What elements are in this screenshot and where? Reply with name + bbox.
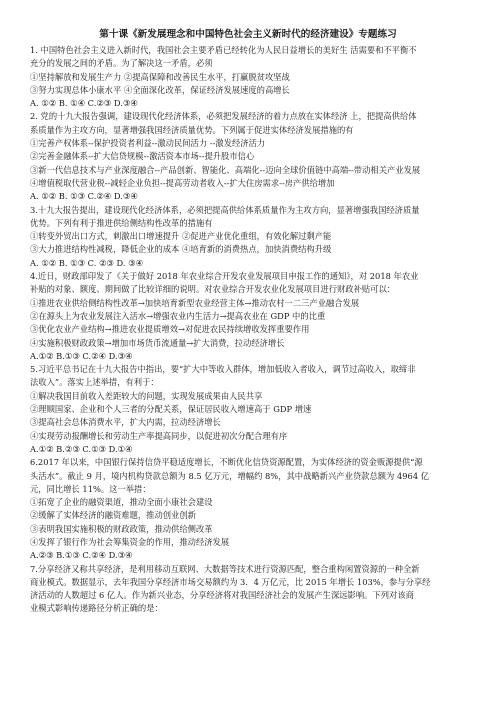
text-line: ②完善金融体系--扩大信贷规模--激活资本市场--提升股市信心 (30, 151, 255, 162)
text-line: ③优化农业产业结构→推进农业提质增效→对促进农民持续增收发挥重要作用 (30, 324, 310, 335)
text-line: 优势。下列有利于推进供给侧结构性改革的措施有 (30, 217, 213, 228)
text-line: A.①② B.①③ C.②④ D.③④ (30, 350, 133, 361)
document-title: 第十课《新发展理念和中国特色社会主义新时代的经济建设》专题练习 (99, 29, 397, 40)
text-line: 1. 中国特色社会主义进入新时代，我国社会主要矛盾已经转化为人民日益增长的美好生 活需要和不平衡不 (30, 45, 417, 55)
text-line: ③表明我国实施积极的财政政策，推动供给侧改革 (30, 523, 213, 534)
text-line: 济活动的人数超过 6 亿人。作为新兴业态，分享经济将对我国经济社会的发展产生深远影响。下列对该商 (30, 590, 414, 601)
text-line: A. ①② B. ①③ C.②④ D.③④ (30, 191, 138, 202)
document-body (30, 44, 466, 616)
text-line: 2. 党的十九大报告强调，建设现代化经济体系，必须把发展经济的着力点放在实体经济 上，把提高供给体 (30, 111, 417, 122)
text-line: ①推进农业供给侧结构性改革→加快培育新型农业经营主体→推动农村一二三产业融合发展 (30, 297, 360, 308)
text-line: 5.习近平总书记在十九大报告中指出，要“扩大中等收入群体，增加低收入者收入，调节过高收入，取缔非 (30, 364, 416, 375)
text-line: 元，同比增长 11%。这一举措： (30, 483, 151, 494)
text-line: ①坚持解放和发展生产力 ②提高保障和改善民生水平，打赢脱贫攻坚战 (30, 71, 290, 82)
text-line: 7.分享经济又称共享经济，是利用移动互联网、大数据等技术进行资源匹配，整合重构闲置资源的一种全新 (30, 563, 420, 574)
text-line: 业模式影响传递路径分析正确的是： (30, 603, 163, 614)
text-line: ①完善产权体系--保护投资者利益--激动民间活力 --激发经济活力 (30, 138, 266, 149)
text-line: ①解决我国目前收入差距较大的问题，实现发展成果由人民共享 (30, 390, 263, 401)
text-line: ④实现劳动报酬增长和劳动生产率提高同步，以促进初次分配合理有序 (30, 430, 288, 441)
text-line: ③大力推进结构性减税，降低企业的成本 ④培育新的消费热点，加快消费结构升级 (30, 244, 332, 255)
text-line: ③努力实现总体小康水平 ④全面深化改革，保证经济发展速度的高增长 (30, 84, 290, 95)
text-line: 补贴的对象、额度、期间做了比较详细的说明。对农业综合开发农业化发展项目进行财政补贴可以： (30, 284, 396, 295)
text-line: 法收入”。落实上述举措，有利于： (30, 377, 159, 388)
text-line: A.②③ B.①③ C.②④ D.③④ (30, 550, 133, 561)
text-line: ①拓宽了企业的融资渠道，推动全面小康社会建设 (30, 497, 213, 508)
text-line: A. ①② B. ①③ C. ②③ D. ③④ (30, 257, 144, 268)
text-line: ②在源头上为农业发展注入活水→增强农业内生活力→提高农业在 GDP 中的比重 (30, 310, 326, 321)
text-line: 头活水”。截止 9 月，境内机构贷款总额为 8.5 亿万元，增幅约 8%，其中战略新兴产业贷款总额为 4964 亿 (30, 470, 430, 481)
text-line: 充分的发展之间的矛盾。为了解决这一矛盾，必须 (30, 58, 213, 69)
text-line: A.①② B.②③ C.①③ D.①④ (30, 443, 133, 454)
text-line: 商业模式。数据显示，去年我国分享经济市场交易额约为 3．4 万亿元，比 2015 年增长 103%，参与分享经 (30, 576, 431, 587)
text-line: ②缓解了实体经济的融资难题，推动创业创新 (30, 510, 196, 521)
text-line: 系质量作为主攻方向，显著增强我国经济质量优势。下列属于促进实体经济发展措施的有 (30, 124, 354, 135)
text-line: ④发挥了银行作为社会筹集资金的作用，推动经济发展 (30, 536, 230, 547)
text-line: 6.2017 年以来，中国银行保持信贷平稳适度增长，不断优化信贷资源配置，为实体经济的资金贩源提供“源 (30, 457, 423, 468)
text-line: ③提高社会总体消费水平，扩大内需，拉动经济增长 (30, 417, 221, 428)
text-line: ②理顺国家、企业和个人三者的分配关系，保证居民收入增速高于 GDP 增速 (30, 404, 312, 415)
text-line: ③新一代信息技术与产业深度融合--产品创新、智能化、高端化--迈向全球价值链中高端--带动相关产业发展 (30, 164, 421, 175)
text-line: 3.十九大报告提出，建设现代化经济体系，必须把提高供给体系质量作为主攻方向，显著增强我国经济质量 (30, 204, 420, 215)
text-line: A. ①② B. ①④ C.②③ D.③④ (30, 98, 138, 109)
text-line: 4.近日，财政部印发了《关于做好 2018 年农业综合开发农业发展项目申报工作的通知》，对 2018 年农业 (30, 271, 419, 282)
text-line: ①转变外贸出口方式，刺激出口增速提升 ②促进产业优化重组，有效化解过剩产能 (30, 231, 332, 242)
text-line: ④实施积极财政政策→增加市场货币流通量→扩大消费，拉动经济增长 (30, 337, 285, 348)
text-line: ④增值税取代营业税--减轻企业负担--提高劳动者收入--扩大住房需求--房产供给增加 (30, 177, 335, 188)
